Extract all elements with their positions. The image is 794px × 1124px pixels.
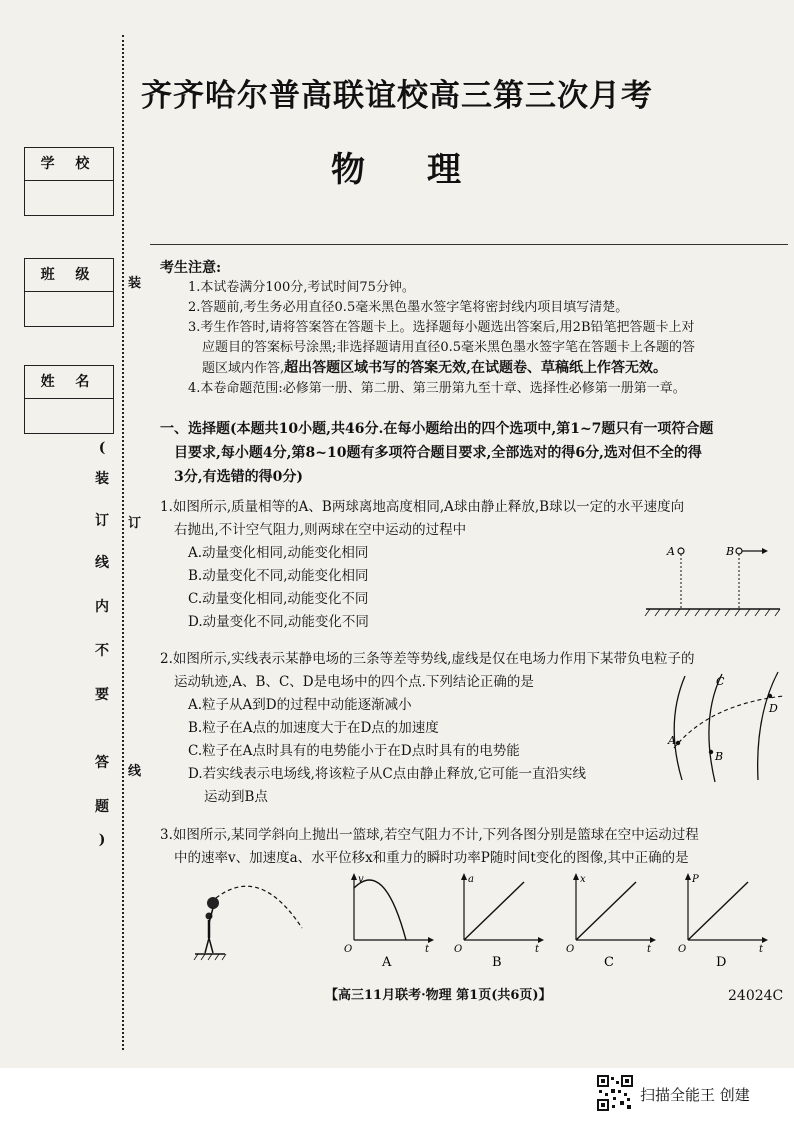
q1-option-c[interactable]: C.动量变化相同,动能变化不同 [188,591,369,607]
notice-item: 3.考生作答时,请将答案答在答题卡上。选择题每小题选出答案后,用2B铅笔把答题卡上对 [188,320,695,335]
warning-char: 装 [95,471,109,487]
line-power [688,882,748,940]
warning-char: 订 [95,513,109,529]
ball-trajectory [216,886,302,928]
graph-a-y-label: v [358,874,364,885]
exam-code: 24024C [728,988,784,1004]
header-divider [150,244,788,245]
graph-b [452,870,546,970]
graph-a [342,870,436,970]
q2-option-d-cont: 运动到B点 [204,789,268,805]
class-label: 班 级 [25,259,113,292]
axis-arrow-icon [762,937,768,943]
notice-emphasis: 超出答题区域书写的答案无效,在试题卷、草稿纸上作答无效。 [284,360,668,376]
q3-stem: 3.如图所示,某同学斜向上抛出一篮球,若空气阻力不计,下列各图分别是篮球在空中运动过程 [160,827,699,843]
ball-a [678,548,684,554]
q1-figure [640,538,790,620]
warning-char: 题 [95,799,109,815]
q1-option-d[interactable]: D.动量变化不同,动能变化不同 [188,614,369,630]
q2-option-b[interactable]: B.粒子在A点的加速度大于在D点的加速度 [188,720,439,736]
qr-code-icon [597,1075,633,1111]
graph-b-caption: B [492,955,502,970]
graph-c-x-label: t [647,944,652,955]
warning-char: 不 [95,643,109,659]
ground-hatching [645,609,780,616]
student-leg [209,938,213,953]
exam-title: 齐齐哈尔普高联谊校高三第三次月考 [141,78,653,114]
ball-b [736,548,742,554]
section-line: 3分,有选错的得0分) [174,469,303,485]
scanner-watermark: 扫描全能王 创建 [640,1086,750,1104]
equipotential-line-3 [758,672,778,780]
basketball [207,897,219,909]
particle-trajectory [674,696,784,748]
class-box [24,258,114,327]
class-field[interactable] [25,292,113,326]
graph-b-x-label: t [535,944,540,955]
q1-fig-label-a: A [667,545,675,558]
notice-heading: 考生注意: [160,260,222,276]
axis-arrow-icon [351,873,357,880]
arrow-head-icon [762,548,768,554]
graph-d-caption: D [716,955,727,970]
warning-char: 线 [95,555,109,571]
q1-fig-label-b: B [726,545,735,558]
graph-d-origin: O [678,944,687,955]
q2-fig-label-b: B [715,750,724,763]
section-heading [160,417,788,489]
exam-notice [160,258,780,399]
warning-char: 内 [95,599,109,615]
notice-item-text: 题区域内作答, [202,361,285,376]
q2-figure [660,668,788,788]
point-a [676,741,680,745]
binding-char-xian: 线 [128,764,142,779]
q2-fig-label-a: A [668,734,676,747]
equipotential-line-1 [674,676,685,780]
graph-c-origin: O [566,944,575,955]
q1-stem: 右抛出,不计空气阻力,则两球在空中运动的过程中 [174,522,467,538]
q1-option-a[interactable]: A.动量变化相同,动能变化相同 [188,545,369,561]
q3-scene-figure [180,876,310,966]
section-line: 一、选择题(本题共10小题,共46分.在每小题给出的四个选项中,第1~7题只有一项符合题 [160,421,714,437]
q2-option-d[interactable]: D.若实线表示电场线,将该粒子从C点由静止释放,它可能一直沿实线 [188,766,587,782]
notice-item: 2.答题前,考生务必用直径0.5毫米黑色墨水签字笔将密封线内项目填写清楚。 [188,300,629,315]
axis-arrow-icon [685,873,691,880]
graph-c [564,870,658,970]
axis-arrow-icon [573,873,579,880]
q2-fig-label-c: C [716,675,725,688]
curve-speed [354,880,406,940]
graph-d [676,870,770,970]
q3-stem: 中的速率v、加速度a、水平位移x和重力的瞬时功率P随时间t变化的图像,其中正确的是 [174,850,689,866]
binding-char-ding: 订 [128,516,142,531]
scene-ground-hatching [194,954,226,960]
notice-item: 4.本卷命题范围:必修第一册、第二册、第三册第九至十章、选择性必修第一册第一章。 [188,381,686,396]
graph-a-origin: O [344,944,353,955]
axis-arrow-icon [538,937,544,943]
q2-option-c[interactable]: C.粒子在A点时具有的电势能小于在D点时具有的电势能 [188,743,520,759]
name-box [24,365,114,434]
point-d [768,694,772,698]
notice-item-text: 应题目的答案标号涂黑;非选择题请用直径0.5毫米黑色墨水签字笔在答题卡上各题的答 [202,340,696,355]
q2-option-a[interactable]: A.粒子从A到D的过程中动能逐渐减小 [188,697,412,713]
graph-d-y-label: P [692,874,699,885]
notice-item [160,358,780,379]
graph-d-x-label: t [759,944,764,955]
axis-arrow-icon [650,937,656,943]
q1-option-b[interactable]: B.动量变化不同,动能变化相同 [188,568,369,584]
notice-item: 1.本试卷满分100分,考试时间75分钟。 [188,280,415,295]
section-line: 目要求,每小题4分,第8~10题有多项符合题目要求,全部选对的得6分,选对但不全的得 [174,445,702,461]
graph-a-caption: A [382,955,392,970]
q2-stem: 2.如图所示,实线表示某静电场的三条等差等势线,虚线是仅在电场力作用下某带负电粒子的 [160,651,695,667]
point-b [709,750,713,754]
graph-b-y-label: a [468,874,474,885]
q2-stem: 运动轨迹,A、B、C、D是电场中的四个点.下列结论正确的是 [174,674,534,690]
name-field[interactable] [25,399,113,433]
warning-char: ) [98,832,106,848]
axis-arrow-icon [461,873,467,880]
equipotential-line-2 [709,674,722,782]
page-footer: 【高三11月联考·物理 第1页(共6页)】 [325,988,552,1003]
graph-b-origin: O [454,944,463,955]
warning-char: ( [98,440,106,456]
graph-a-x-label: t [425,944,430,955]
subject-title: 物理 [331,150,523,190]
line-acceleration [464,882,524,940]
graph-c-y-label: x [580,874,586,885]
notice-item [160,338,780,358]
binding-char-zhuang: 装 [128,276,142,291]
warning-char: 答 [95,755,109,771]
warning-char: 要 [95,687,109,703]
graph-c-caption: C [604,955,614,970]
name-label: 姓 名 [25,366,113,399]
axis-arrow-icon [428,937,434,943]
school-label: 学 校 [25,148,113,181]
q1-stem: 1.如图所示,质量相等的A、B两球离地高度相同,A球由静止释放,B球以一定的水平速度向 [160,499,685,515]
line-displacement [576,882,636,940]
student-leg [205,938,209,953]
question-3 [160,824,785,870]
q2-fig-label-d: D [769,702,778,715]
